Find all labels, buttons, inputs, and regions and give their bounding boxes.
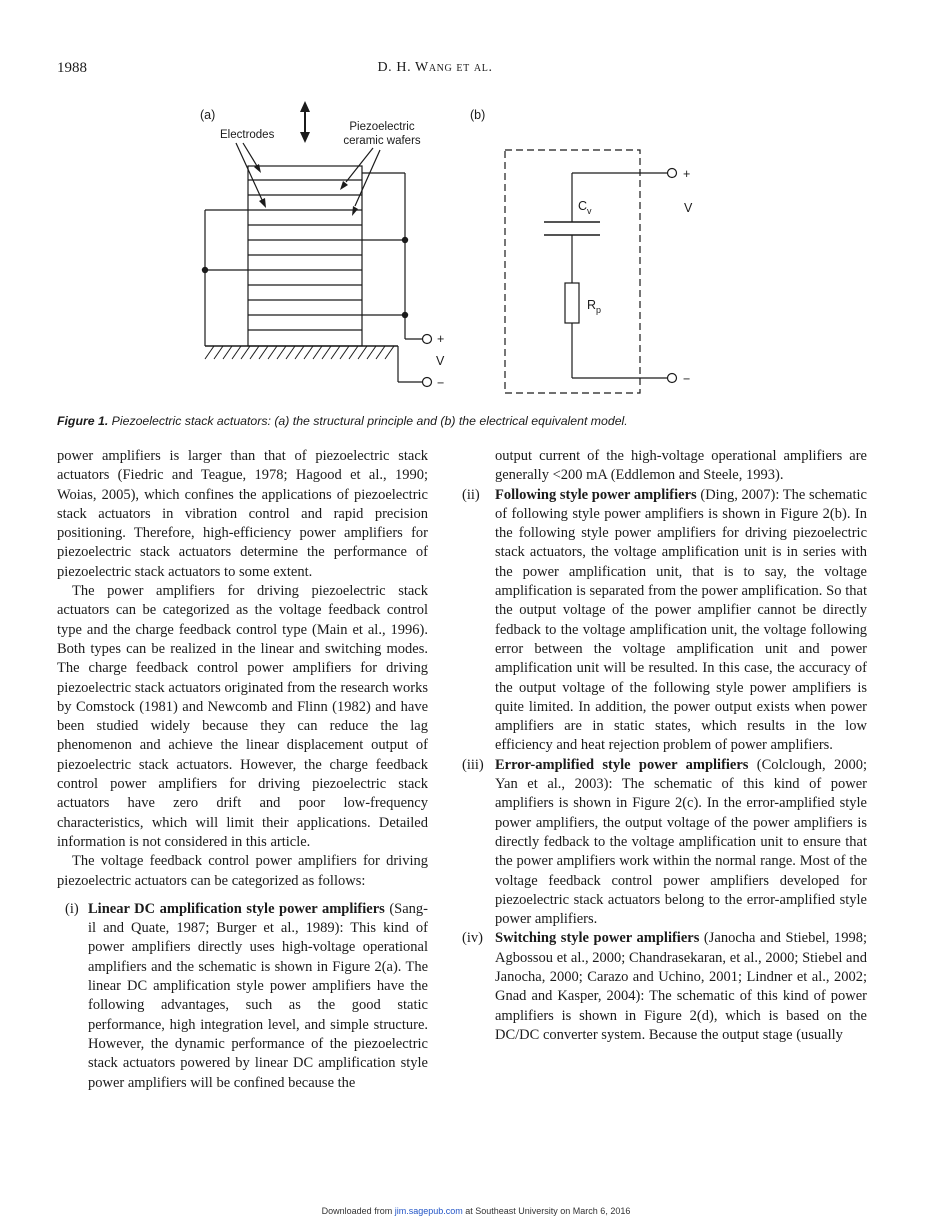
figure-1-graphic <box>180 98 720 408</box>
paragraph-continued: power amplifiers is larger than that of piezoelectric stack actuators (Fiedric and Teague, 1978; Hagood et al., 1990; Woias, 2005), which confines the applications of piezoelectric stack actuators in vibration control and rapid precision positioning. Therefore, high-efficiency power amplifiers for piezoelectric stack actuators determine the performance of piezoelectric stack actuators to some extent. <box>57 448 428 580</box>
stack-plus-label: + <box>437 332 445 346</box>
list-item-i-rest: (Sang-il and Quate, 1987; Burger et al., 1989): This kind of power amplifiers directly uses high-voltage operational amplifiers and the schematic is shown in Figure 2(a). The linear DC amplification style power amplifiers have the following advantages, such as the good static performance, high integration level, and simple structure. However, the dynamic performance of the piezoelectric stack actuators powered by linear DC amplification style power amplifiers will be confined because the <box>88 900 428 1091</box>
circuit-v-label: V <box>684 201 693 215</box>
body-left-column <box>57 447 428 1093</box>
footnote-link[interactable]: jim.sagepub.com <box>394 1206 463 1216</box>
paragraph: The voltage feedback control power amplifiers for driving piezoelectric actuators can be categorized as follows: <box>57 853 428 889</box>
circuit-plus-label: + <box>683 167 691 181</box>
list-item-ii-lead: Following style power amplifiers <box>495 486 697 503</box>
wafers-label-line2: ceramic wafers <box>343 135 421 147</box>
capacitance-subscript: v <box>587 206 592 216</box>
motion-arrow-icon <box>300 101 310 143</box>
figure-caption <box>57 414 857 428</box>
paragraph: The power amplifiers for driving piezoelectric stack actuators can be categorized as the voltage feedback control type and the charge feedback control type (Main et al., 1996). Both types can be realized in the linear and switching modes. The charge feedback control power amplifiers for driving piezoelectric stack actuators originated from the research works by Comstock (1981) and Newcomb and Flinn (1982) and have been studied widely because they can reduce the lag phenomenon and achieve the linear displacement output of piezoelectric stack actuators. However, the charge feedback control power amplifiers for driving piezoelectric stack actuators have zero drift and poor low-frequency characteristics, which will limit their applications. Detailed information is not considered in this article. <box>57 583 428 850</box>
list-item-iii-number: (iii) <box>462 756 484 773</box>
list-item-iv-text <box>495 929 867 1045</box>
electrodes-pointer-arrows <box>236 143 266 208</box>
capacitor-icon <box>544 222 600 235</box>
list-item-i-number: (i) <box>65 900 79 917</box>
list-item-ii-number: (ii) <box>462 486 480 503</box>
running-head: D. H. Wang et al. <box>377 60 493 75</box>
list-item-i-lead: Linear DC amplification style power amplifiers <box>88 900 385 917</box>
list-item-iv-rest: (Janocha and Stiebel, 1998; Agbossou et al., 2000; Chandrasekaran, et al., 2000; Stiebel and Janocha, 2000; Carazo and Uchino, 2001; Lindner et al., 2002; Gnad and Kasper, 2004): The schematic of this kind of power amplifiers is shown in Figure 2(d), which is based on the DC/DC converter system. Because the output stage (usually <box>495 930 868 1043</box>
footnote-post-text: at Southeast University on March 6, 2016 <box>462 1206 631 1216</box>
resistance-symbol: R <box>587 298 597 312</box>
list-item-iv <box>462 929 867 1045</box>
list-item-iv-number: (iv) <box>462 930 483 947</box>
body-right-column <box>462 447 867 1045</box>
panel-b-label: (b) <box>470 108 486 122</box>
list-item-i-text <box>88 900 428 1093</box>
panel-a-label: (a) <box>200 108 216 122</box>
list-item-ii-text <box>495 486 867 756</box>
list-item-iii-text <box>495 756 867 930</box>
resistance-subscript: p <box>596 305 602 315</box>
page-number: 1988 <box>57 60 87 76</box>
list-item-ii-rest: (Ding, 2007): The schematic of following style power amplifiers is shown in Figure 2(b). In the following style power amplifiers for driving piezoelectric stack actuators, the voltage amplification unit is in series with the power amplification unit, that is to say, the voltage amplification is separated from the power amplification. So that the output voltage of the power amplifier cannot be directly fedback to the voltage amplification unit, the voltage following error between the voltage amplification unit and power amplification unit will be resulted. In this case, the accuracy of the output voltage of the following style power amplifiers is quite limited. In addition, the power output exists when power amplifiers are in static states, which results in the low efficiency and heat rejection problem of power amplifiers. <box>495 486 867 754</box>
stack-v-label: V <box>436 354 445 368</box>
figure-caption-text: Piezoelectric stack actuators: (a) the structural principle and (b) the electrical equivalent model. <box>111 414 628 428</box>
download-footnote <box>0 1206 952 1216</box>
equivalent-circuit <box>505 150 677 393</box>
list-item-iii-rest: (Colclough, 2000; Yan et al., 2003): The schematic of this kind of power amplifiers is shown in Figure 2(c). In the error-amplified style power amplifiers, the output voltage of the power amplifiers is directly fedback to the voltage amplification unit to ensure that the power amplifiers work within the normal range. Most of the voltage feedback control power amplifiers developed for piezoelectric stack actuators belong to the error-amplified style power amplifiers. <box>495 756 867 928</box>
list-item-iii <box>462 756 867 930</box>
resistor-icon <box>565 283 579 323</box>
circuit-minus-label: − <box>683 372 691 386</box>
list-item-iii-lead: Error-amplified style power amplifiers <box>495 756 749 773</box>
list-item-i <box>57 900 428 1093</box>
list-item-ii <box>462 486 867 756</box>
figure-caption-label: Figure 1. <box>57 414 109 428</box>
wafers-pointer-arrows <box>340 148 380 216</box>
capacitance-symbol: C <box>578 199 588 213</box>
wafers-label-line1: Piezoelectric <box>349 121 415 133</box>
electrodes-label: Electrodes <box>220 129 275 141</box>
footnote-pre-text: Downloaded from <box>321 1206 395 1216</box>
figure-1 <box>180 98 720 408</box>
list-item-iv-lead: Switching style power amplifiers <box>495 930 700 947</box>
stack-minus-label: − <box>437 376 445 390</box>
paragraph-continuation: output current of the high-voltage operational amplifiers are generally <200 mA (Eddlemon and Steele, 1993). <box>495 448 867 484</box>
